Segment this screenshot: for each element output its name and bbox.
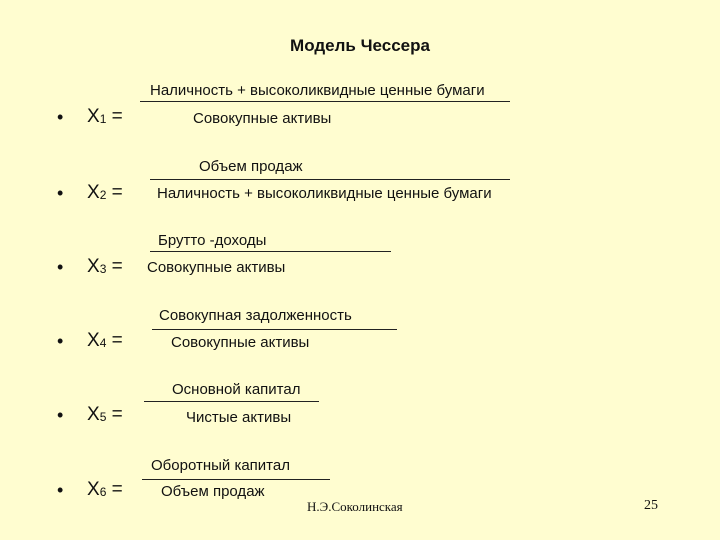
slide-title-text: Модель Чессера <box>290 36 430 55</box>
variable-label: $X_2$ = <box>87 182 123 203</box>
denominator: Чистые активы <box>186 409 292 426</box>
formula-x5 <box>0 380 720 450</box>
bullet: • <box>57 331 64 351</box>
fraction-line <box>150 179 510 180</box>
fraction-line <box>142 479 330 480</box>
fraction-line <box>140 101 510 102</box>
numerator: Основной капитал <box>172 381 301 398</box>
fraction-line <box>144 401 319 402</box>
numerator: Наличность + высоколиквидные ценные бумаги <box>150 82 485 99</box>
numerator: Брутто -доходы <box>158 232 267 249</box>
variable-label: $X_4$ = <box>87 330 123 351</box>
variable-label: $X_6$ = <box>87 479 123 500</box>
author-footer: Н.Э.Соколинская <box>307 499 403 514</box>
bullet: • <box>57 183 64 203</box>
bullet: • <box>57 107 64 127</box>
denominator: Совокупные активы <box>171 334 310 351</box>
numerator: Совокупная задолженность <box>159 307 352 324</box>
fraction-line <box>150 251 391 252</box>
variable-label: $X_5$ = <box>87 404 123 425</box>
formula-x3 <box>0 232 720 302</box>
bullet: • <box>57 257 64 277</box>
page-number: 25 <box>644 498 658 513</box>
bullet: • <box>57 480 64 500</box>
numerator: Оборотный капитал <box>151 457 290 474</box>
numerator: Объем продаж <box>199 158 303 175</box>
formula-x1 <box>0 80 720 150</box>
denominator: Объем продаж <box>161 483 265 500</box>
slide-title <box>0 36 720 56</box>
variable-label: $X_1$ = <box>87 106 123 127</box>
bullet: • <box>57 405 64 425</box>
denominator: Совокупные активы <box>193 110 332 127</box>
variable-label: $X_3$ = <box>87 256 123 277</box>
denominator: Совокупные активы <box>147 259 286 276</box>
fraction-line <box>152 329 397 330</box>
formula-x4 <box>0 306 720 376</box>
formula-x2 <box>0 156 720 226</box>
denominator: Наличность + высоколиквидные ценные бумаги <box>157 185 492 202</box>
